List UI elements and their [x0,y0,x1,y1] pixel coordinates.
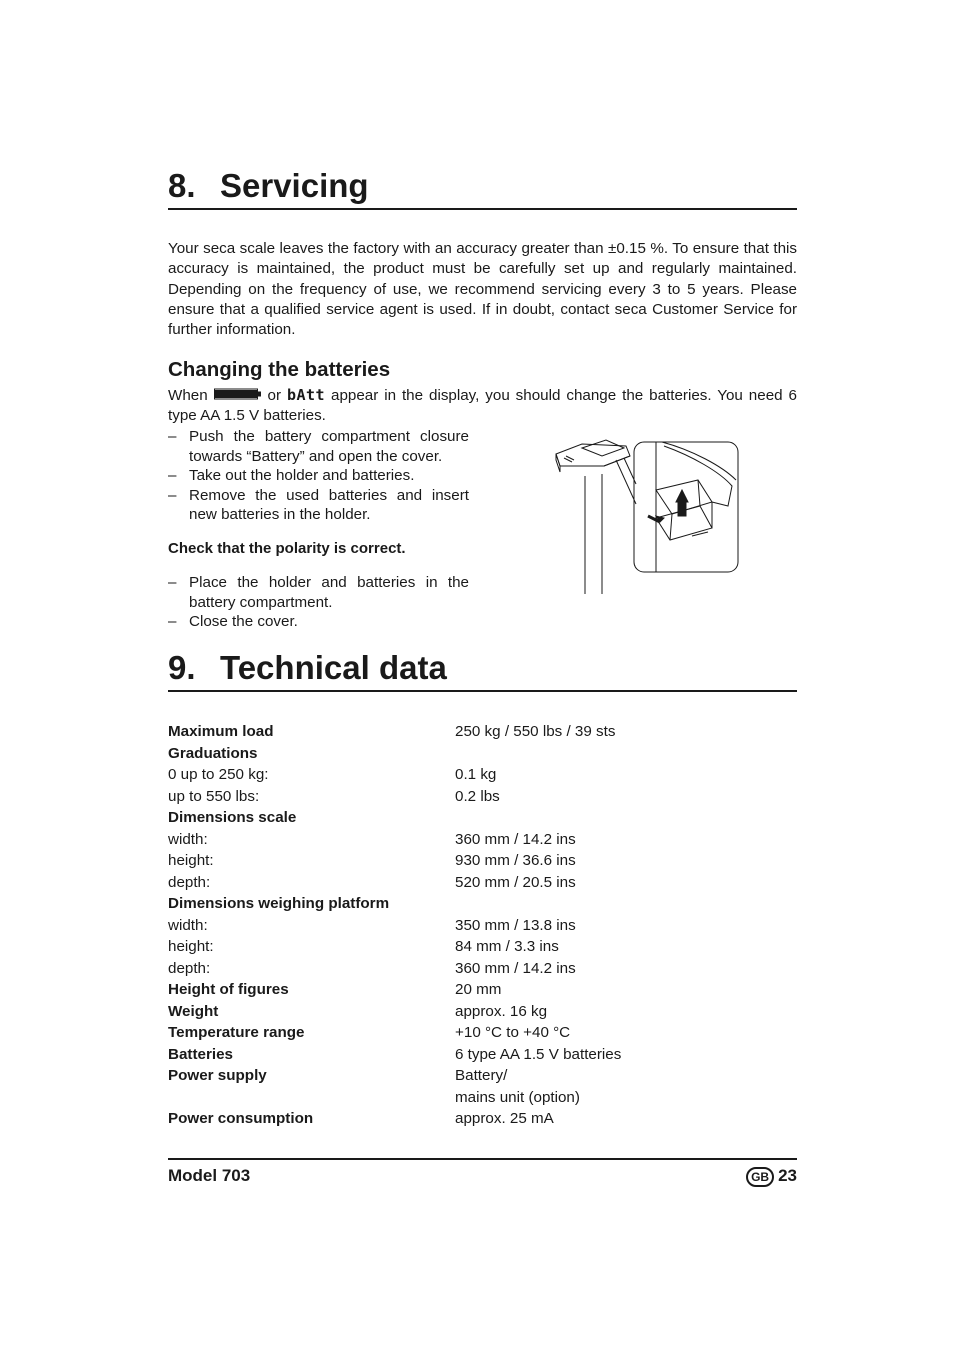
table-row [168,1001,797,1023]
row-label: width: [168,916,208,934]
row-label: 0 up to 250 kg: [168,766,269,783]
table-row [168,893,797,915]
row-value: 0.2 lbs [455,787,500,805]
row-value: 250 kg / 550 lbs / 39 sts [455,723,616,740]
table-row [168,1087,797,1109]
table-row [168,1044,797,1066]
table-row [168,721,797,743]
row-value: 520 mm / 20.5 ins [455,873,576,891]
intro-when: When [168,387,208,404]
row-label: depth: [168,959,211,977]
batt-display-code: bAtt [286,386,326,404]
row-label: Power supply [168,1067,267,1084]
row-value: 6 type AA 1.5 V batteries [455,1045,622,1063]
row-label: width: [168,830,208,848]
section-8-number: 8. [168,167,196,204]
row-label: Graduations [168,744,258,762]
row-value [455,807,797,829]
page-number: 23 [778,1166,797,1185]
row-value: 360 mm / 14.2 ins [455,830,576,848]
row-label: Batteries [168,1045,233,1063]
row-value: 20 mm [455,981,502,998]
list-item: – Place the holder and batteries in the battery compartment. [168,573,469,612]
section-8-title: Servicing [220,167,369,204]
model-label: Model 703 [168,1166,251,1186]
row-value: approx. 25 mA [455,1110,554,1127]
row-label [168,1087,455,1109]
batteries-heading: Changing the batteries [168,358,391,381]
row-label: depth: [168,873,211,891]
row-label: Dimensions scale [168,809,297,826]
language-badge: GB [746,1167,774,1187]
row-label: Weight [168,1002,219,1020]
table-row [168,850,797,872]
row-value: approx. 16 kg [455,1002,548,1020]
row-value: 84 mm / 3.3 ins [455,938,559,955]
table-row [168,743,797,765]
battery-low-icon [214,386,262,406]
section-9-number: 9. [168,649,196,686]
row-label: Height of figures [168,981,289,998]
page-footer [168,1158,797,1187]
row-label: Dimensions weighing platform [168,895,390,912]
table-row [168,936,797,958]
list-item: – Remove the used batteries and insert new batteries in the holder. [168,486,469,525]
row-label: up to 550 lbs: [168,787,260,805]
row-label: height: [168,938,214,955]
table-row [168,958,797,980]
row-value [455,893,797,915]
page-number-group [746,1166,797,1187]
section-9-title: Technical data [220,649,447,686]
table-row [168,764,797,786]
row-value: 350 mm / 13.8 ins [455,916,576,934]
row-value: 360 mm / 14.2 ins [455,959,576,977]
list-item: – Push the battery compartment closure towards “Battery” and open the cover. [168,427,469,466]
list-item: – Close the cover. [168,612,469,632]
list-item: – Take out the holder and batteries. [168,466,469,486]
row-value [455,743,797,765]
table-row [168,829,797,851]
polarity-note: Check that the polarity is correct. [168,540,406,557]
section-9-heading [168,646,797,692]
table-row [168,1108,797,1130]
row-value: Battery/ [455,1067,508,1084]
table-row [168,872,797,894]
row-value: 930 mm / 36.6 ins [455,852,576,869]
technical-data-table [168,721,797,1130]
table-row [168,786,797,808]
row-label: Power consumption [168,1110,314,1127]
servicing-paragraph: Your seca scale leaves the factory with an accuracy greater than ±0.15 %. To ensure that this accuracy is maintained, the product must be carefully set up and regularly maintained. Depending on the frequency of use, we recommend servicing every 3 to 5 years. Please ensure that a qualified service agent is used. If in doubt, contact seca Customer Service for further information. [168,240,797,339]
battery-steps-list-b [168,573,469,632]
table-row [168,915,797,937]
section-8-heading [168,164,797,210]
row-value: mains unit (option) [455,1088,580,1106]
battery-steps-list-a [168,427,469,525]
table-row [168,807,797,829]
row-label: height: [168,852,214,869]
table-row [168,1065,797,1087]
table-row [168,1022,797,1044]
batteries-intro [168,385,797,427]
row-label: Maximum load [168,723,274,740]
table-row [168,979,797,1001]
row-value: 0.1 kg [455,766,497,783]
battery-compartment-illustration [552,436,744,596]
row-label: Temperature range [168,1024,305,1041]
intro-rest: appear in the display, you should change the batteries. You need 6 type AA 1.5 V batteries. [168,387,797,425]
row-value: +10 °C to +40 °C [455,1024,571,1041]
intro-or: or [267,387,282,404]
